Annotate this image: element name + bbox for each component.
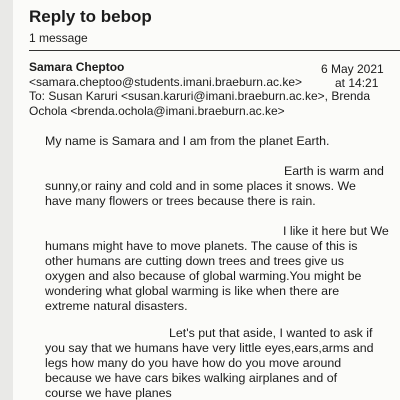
message-count: 1 message <box>29 31 88 45</box>
body-line: extreme natural disasters. <box>45 299 188 313</box>
body-line: oxygen and also because of global warming.You might be <box>45 269 362 283</box>
body-line: Let's put that aside, I wanted to ask if <box>169 326 373 340</box>
body-line: My name is Samara and I am from the planet Earth. <box>45 134 330 148</box>
email-subject: Reply to bebop <box>29 7 152 26</box>
body-paragraph-3 <box>45 224 390 314</box>
sender-email-address[interactable]: <samara.cheptoo@students.imani.braeburn.ac.ke> <box>29 75 303 89</box>
email-printout-page <box>13 0 400 400</box>
body-paragraph-1 <box>45 134 390 149</box>
body-line: I like it here but We <box>283 224 389 238</box>
message-date: 6 May 2021 <box>321 62 384 76</box>
body-line: you say that we humans have very little eyes,ears,arms and <box>45 341 374 355</box>
body-line: course we have planes <box>45 386 172 400</box>
body-line: other humans are cutting down trees and trees give us <box>45 254 344 268</box>
message-time: at 14:21 <box>335 76 379 90</box>
body-line: wondering what global warming is like when there are <box>45 284 340 298</box>
body-line: legs how many do you have how do you move around <box>45 356 342 370</box>
body-line: have many flowers or trees because there is rain. <box>45 194 316 208</box>
body-line: humans might have to move planets. The cause of this is <box>45 239 358 253</box>
body-paragraph-2 <box>45 164 390 209</box>
body-line: Earth is warm and <box>284 164 384 178</box>
body-line: because we have cars bikes walking airplanes and of <box>45 371 338 385</box>
recipients-line: To: Susan Karuri <susan.karuri@imani.braeburn.ac.ke>, Brenda Ochola <brenda.ochola@imani.braeburn.ac.ke> <box>29 89 371 118</box>
body-paragraph-4 <box>45 326 390 400</box>
sender-name: Samara Cheptoo <box>29 60 125 74</box>
body-line: sunny,or rainy and cold and in some places it snows. We <box>45 179 356 193</box>
header-divider <box>29 50 400 51</box>
